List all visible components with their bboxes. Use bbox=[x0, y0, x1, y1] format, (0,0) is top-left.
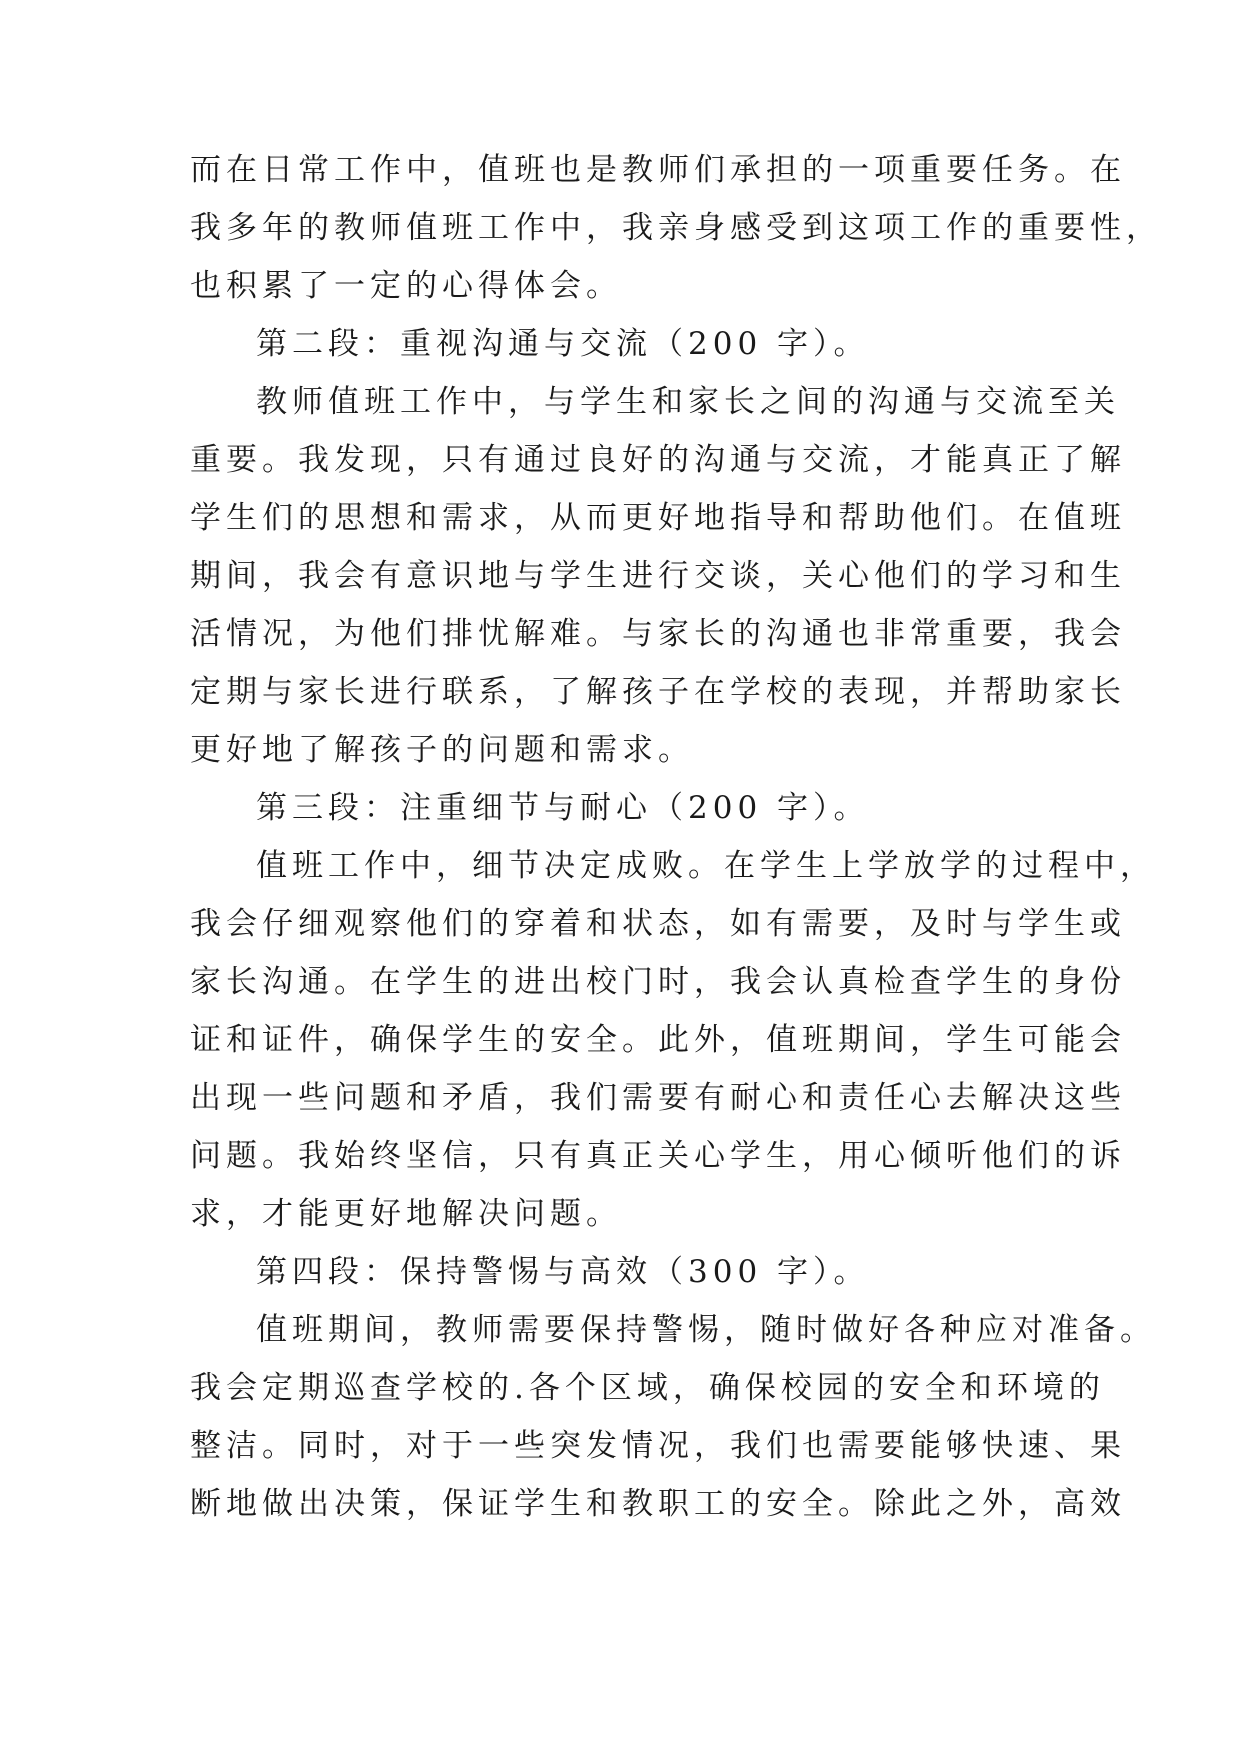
paragraph-line: 我会仔细观察他们的穿着和状态，如有需要，及时与学生或 bbox=[190, 906, 1126, 942]
paragraph-line: 我会定期巡查学校的.各个区域，确保校园的安全和环境的 bbox=[190, 1370, 1105, 1406]
paragraph-line: 我多年的教师值班工作中，我亲身感受到这项工作的重要性， bbox=[190, 210, 1162, 246]
paragraph-line: 值班工作中，细节决定成败。在学生上学放学的过程中， bbox=[256, 848, 1156, 884]
section-heading: 第二段：重视沟通与交流（200 字）。 bbox=[256, 326, 870, 362]
paragraph-line: 而在日常工作中，值班也是教师们承担的一项重要任务。在 bbox=[190, 152, 1126, 188]
paragraph-line: 活情况，为他们排忧解难。与家长的沟通也非常重要，我会 bbox=[190, 616, 1126, 652]
section-heading: 第四段：保持警惕与高效（300 字）。 bbox=[256, 1254, 870, 1290]
paragraph-line: 出现一些问题和矛盾，我们需要有耐心和责任心去解决这些 bbox=[190, 1080, 1126, 1116]
paragraph-line: 证和证件，确保学生的安全。此外，值班期间，学生可能会 bbox=[190, 1022, 1126, 1058]
paragraph-line: 断地做出决策，保证学生和教职工的安全。除此之外，高效 bbox=[190, 1486, 1126, 1522]
paragraph-line: 值班期间，教师需要保持警惕，随时做好各种应对准备。 bbox=[256, 1312, 1156, 1348]
paragraph-line: 也积累了一定的心得体会。 bbox=[190, 268, 622, 304]
paragraph-line: 问题。我始终坚信，只有真正关心学生，用心倾听他们的诉 bbox=[190, 1138, 1126, 1174]
paragraph-line: 整洁。同时，对于一些突发情况，我们也需要能够快速、果 bbox=[190, 1428, 1126, 1464]
paragraph-line: 定期与家长进行联系，了解孩子在学校的表现，并帮助家长 bbox=[190, 674, 1126, 710]
paragraph-line: 家长沟通。在学生的进出校门时，我会认真检查学生的身份 bbox=[190, 964, 1126, 1000]
paragraph-line: 重要。我发现，只有通过良好的沟通与交流，才能真正了解 bbox=[190, 442, 1126, 478]
paragraph-line: 求，才能更好地解决问题。 bbox=[190, 1196, 622, 1232]
section-heading: 第三段：注重细节与耐心（200 字）。 bbox=[256, 790, 870, 826]
paragraph-line: 教师值班工作中，与学生和家长之间的沟通与交流至关 bbox=[256, 384, 1120, 420]
paragraph-line: 学生们的思想和需求，从而更好地指导和帮助他们。在值班 bbox=[190, 500, 1126, 536]
paragraph-line: 更好地了解孩子的问题和需求。 bbox=[190, 732, 694, 768]
paragraph-line: 期间，我会有意识地与学生进行交谈，关心他们的学习和生 bbox=[190, 558, 1126, 594]
